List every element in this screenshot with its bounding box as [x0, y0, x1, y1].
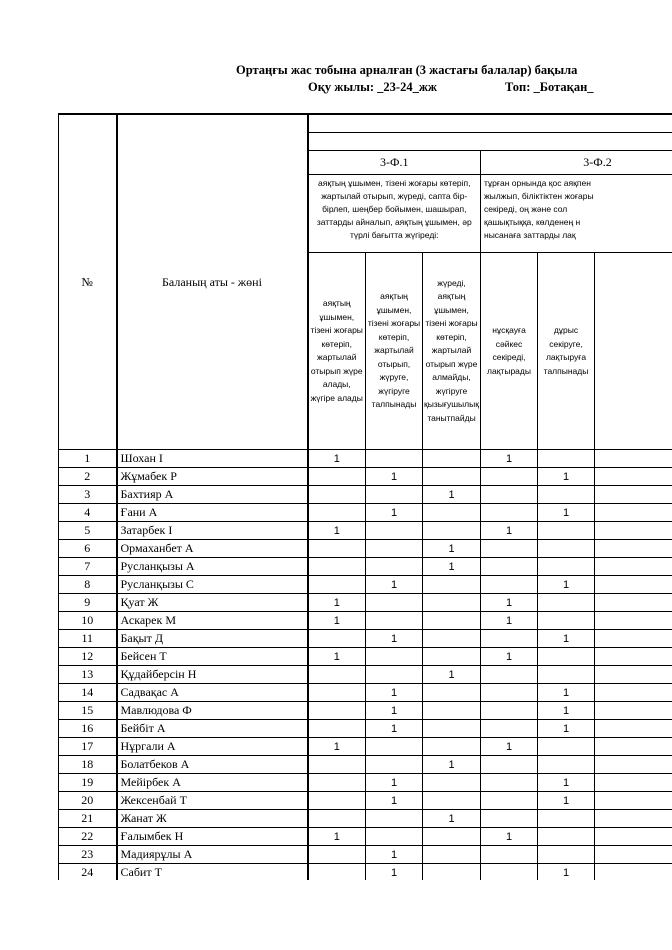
group-label: Топ: _Ботақан_ — [505, 80, 594, 94]
child-name: Ғалымбек Н — [117, 828, 308, 846]
table-row — [59, 576, 672, 594]
score-cell — [308, 684, 366, 702]
row-number: 13 — [59, 666, 117, 684]
row-number: 22 — [59, 828, 117, 846]
child-name: Бахтияр А — [117, 486, 308, 504]
score-cell: 1 — [366, 846, 423, 864]
score-cell — [423, 738, 481, 756]
score-cell — [308, 720, 366, 738]
child-name: Русланқызы С — [117, 576, 308, 594]
score-cell — [538, 540, 595, 558]
score-cell — [538, 522, 595, 540]
score-cell-empty — [595, 720, 672, 738]
group-description-2 — [481, 175, 672, 253]
row-number: 6 — [59, 540, 117, 558]
row-number: 17 — [59, 738, 117, 756]
score-cell — [423, 684, 481, 702]
score-cell: 1 — [481, 594, 538, 612]
score-cell-empty — [595, 666, 672, 684]
score-cell — [366, 810, 423, 828]
score-cell: 1 — [366, 774, 423, 792]
score-cell-empty — [595, 486, 672, 504]
score-cell — [366, 450, 423, 468]
header-blank-row-2 — [308, 133, 672, 151]
table-row — [59, 486, 672, 504]
score-cell — [538, 594, 595, 612]
score-cell — [308, 774, 366, 792]
score-cell — [308, 846, 366, 864]
score-cell-empty — [595, 774, 672, 792]
child-name: Бейсен Т — [117, 648, 308, 666]
score-cell-empty — [595, 468, 672, 486]
score-cell — [308, 504, 366, 522]
subcolumn-header: жүреді, аяқтың ұшымен, тізені жоғары көтеріп, жартылай отырып жүре алмайды, жүгіруге қызығушылық танытпайды — [423, 253, 481, 450]
score-cell — [538, 666, 595, 684]
score-cell — [308, 864, 366, 881]
score-cell: 1 — [366, 630, 423, 648]
score-cell — [481, 558, 538, 576]
score-cell — [481, 702, 538, 720]
table-row — [59, 684, 672, 702]
table-row — [59, 648, 672, 666]
score-cell — [538, 612, 595, 630]
subcolumn-header: аяқтың ұшымен, тізені жоғары көтеріп, жартылай отырып жүре алады, жүгіре алады — [308, 253, 366, 450]
score-cell — [481, 504, 538, 522]
child-name: Жұмабек Р — [117, 468, 308, 486]
table-row — [59, 846, 672, 864]
score-cell — [481, 720, 538, 738]
group-description-2-line: қашықтыққа, көлденең н — [484, 217, 581, 227]
score-cell — [423, 504, 481, 522]
table-row — [59, 738, 672, 756]
group-description-1: аяқтың ұшымен, тізені жоғары көтеріп, жартылай отырып, жүреді, сапта бір-бірлеп, шеңбер бойымен, шашырап, заттарды айналып, аяқтың ұшымен, әр түрлі бағытта жүгіреді: — [308, 175, 481, 253]
score-cell — [481, 810, 538, 828]
group-description-2-line: тұрған орнында қос аяқпен — [484, 178, 591, 188]
row-number: 1 — [59, 450, 117, 468]
score-cell: 1 — [481, 648, 538, 666]
score-cell — [308, 576, 366, 594]
row-number: 10 — [59, 612, 117, 630]
row-number: 21 — [59, 810, 117, 828]
score-cell: 1 — [308, 738, 366, 756]
score-cell-empty — [595, 612, 672, 630]
table-row — [59, 558, 672, 576]
child-name: Жанат Ж — [117, 810, 308, 828]
score-cell — [423, 864, 481, 881]
score-cell — [481, 684, 538, 702]
score-cell-empty — [595, 594, 672, 612]
score-cell-empty — [595, 558, 672, 576]
table-row — [59, 666, 672, 684]
score-cell-empty — [595, 792, 672, 810]
score-cell: 1 — [423, 540, 481, 558]
score-cell — [538, 846, 595, 864]
subcolumn-header: нұсқауға сәйкес секіреді, лақтырады — [481, 253, 538, 450]
score-cell: 1 — [308, 594, 366, 612]
header-blank-row — [308, 114, 672, 133]
score-cell: 1 — [423, 666, 481, 684]
score-cell — [423, 468, 481, 486]
score-cell-empty — [595, 702, 672, 720]
table-row — [59, 612, 672, 630]
score-cell — [423, 576, 481, 594]
score-cell — [423, 828, 481, 846]
score-cell-empty — [595, 810, 672, 828]
score-cell — [308, 756, 366, 774]
score-cell — [538, 756, 595, 774]
child-name: Болатбеков А — [117, 756, 308, 774]
score-cell — [481, 468, 538, 486]
child-name: Қуат Ж — [117, 594, 308, 612]
score-cell: 1 — [481, 738, 538, 756]
score-cell: 1 — [366, 720, 423, 738]
score-cell-empty — [595, 540, 672, 558]
score-cell — [308, 540, 366, 558]
score-cell — [538, 828, 595, 846]
score-cell: 1 — [481, 450, 538, 468]
child-name: Сабит Т — [117, 864, 308, 881]
table-row — [59, 720, 672, 738]
row-number: 3 — [59, 486, 117, 504]
col-header-name: Баланың аты - жөні — [117, 114, 308, 450]
table-row — [59, 810, 672, 828]
score-cell — [366, 522, 423, 540]
score-cell — [423, 774, 481, 792]
document-title: Ортаңғы жас тобына арналған (3 жастағы балалар) бақыла — [236, 63, 578, 77]
score-cell-empty — [595, 828, 672, 846]
score-cell — [538, 648, 595, 666]
row-number: 18 — [59, 756, 117, 774]
table-row — [59, 774, 672, 792]
col-header-number: № — [59, 114, 117, 450]
score-cell — [308, 666, 366, 684]
score-cell: 1 — [366, 684, 423, 702]
score-cell — [423, 648, 481, 666]
score-cell: 1 — [308, 612, 366, 630]
child-name: Құдайберсін Н — [117, 666, 308, 684]
row-number: 11 — [59, 630, 117, 648]
score-cell — [481, 576, 538, 594]
child-name: Мейірбек А — [117, 774, 308, 792]
score-cell — [366, 594, 423, 612]
child-name: Бақыт Д — [117, 630, 308, 648]
score-cell: 1 — [366, 702, 423, 720]
score-cell-empty — [595, 846, 672, 864]
score-cell: 1 — [538, 774, 595, 792]
child-name: Нұргали А — [117, 738, 308, 756]
score-cell — [308, 486, 366, 504]
score-cell — [481, 540, 538, 558]
score-cell — [308, 792, 366, 810]
score-cell — [308, 468, 366, 486]
score-cell: 1 — [423, 558, 481, 576]
subcolumn-header: аяқтың ұшымен, тізені жоғары көтеріп, жартылай отырып, жүруге, жүгіруге талпынады — [366, 253, 423, 450]
score-cell: 1 — [538, 792, 595, 810]
score-cell — [366, 738, 423, 756]
score-cell — [481, 756, 538, 774]
table-row — [59, 864, 672, 881]
score-cell-empty — [595, 648, 672, 666]
score-cell — [366, 648, 423, 666]
score-cell — [308, 558, 366, 576]
score-cell: 1 — [481, 828, 538, 846]
score-cell: 1 — [538, 468, 595, 486]
score-cell-empty — [595, 522, 672, 540]
score-cell — [538, 738, 595, 756]
group-code-2: 3-Ф.2 — [481, 151, 672, 175]
child-name: Ормаханбет А — [117, 540, 308, 558]
score-cell-empty — [595, 864, 672, 881]
score-cell — [481, 486, 538, 504]
score-cell — [366, 666, 423, 684]
score-cell — [423, 792, 481, 810]
table-row — [59, 504, 672, 522]
score-cell: 1 — [308, 648, 366, 666]
child-name: Шохан І — [117, 450, 308, 468]
table-row — [59, 828, 672, 846]
group-description-2-line: секіреді, оң және сол — [484, 204, 568, 214]
score-cell-empty — [595, 504, 672, 522]
child-name: Бейбіт А — [117, 720, 308, 738]
score-cell — [423, 720, 481, 738]
score-cell: 1 — [308, 828, 366, 846]
score-cell — [481, 846, 538, 864]
score-cell: 1 — [366, 468, 423, 486]
score-cell — [423, 594, 481, 612]
score-cell-empty — [595, 450, 672, 468]
row-number: 24 — [59, 864, 117, 881]
score-cell: 1 — [538, 702, 595, 720]
academic-year-label: Оқу жылы: _23-24_жж — [308, 80, 437, 94]
score-cell — [366, 486, 423, 504]
child-name: Жексенбай Т — [117, 792, 308, 810]
score-cell: 1 — [308, 522, 366, 540]
score-cell: 1 — [366, 792, 423, 810]
score-cell — [481, 630, 538, 648]
row-number: 7 — [59, 558, 117, 576]
score-cell: 1 — [538, 864, 595, 881]
score-cell — [538, 450, 595, 468]
score-cell: 1 — [538, 630, 595, 648]
score-cell — [538, 486, 595, 504]
score-cell — [308, 810, 366, 828]
table-row — [59, 594, 672, 612]
score-cell — [538, 558, 595, 576]
score-cell: 1 — [366, 864, 423, 881]
score-cell: 1 — [423, 810, 481, 828]
row-number: 12 — [59, 648, 117, 666]
score-cell: 1 — [423, 756, 481, 774]
score-cell — [423, 846, 481, 864]
assessment-sheet — [58, 113, 672, 880]
score-cell: 1 — [481, 522, 538, 540]
score-cell — [366, 828, 423, 846]
table-row — [59, 792, 672, 810]
subcolumn-header: дұрыс секіруге, лақтыруға талпынады — [538, 253, 595, 450]
row-number: 23 — [59, 846, 117, 864]
score-cell — [538, 810, 595, 828]
table-body — [59, 450, 672, 881]
score-cell: 1 — [481, 612, 538, 630]
table-row — [59, 756, 672, 774]
score-cell — [366, 756, 423, 774]
score-cell: 1 — [538, 684, 595, 702]
row-number: 9 — [59, 594, 117, 612]
table-row — [59, 630, 672, 648]
score-cell — [308, 630, 366, 648]
child-name: Мадиярұлы А — [117, 846, 308, 864]
score-cell — [481, 774, 538, 792]
score-cell — [366, 612, 423, 630]
score-cell: 1 — [538, 576, 595, 594]
score-cell — [481, 792, 538, 810]
score-cell — [481, 864, 538, 881]
child-name: Садвақас А — [117, 684, 308, 702]
row-number: 2 — [59, 468, 117, 486]
table-row — [59, 468, 672, 486]
score-cell — [366, 558, 423, 576]
score-cell-empty — [595, 756, 672, 774]
table-row — [59, 540, 672, 558]
score-cell: 1 — [423, 486, 481, 504]
score-cell — [423, 702, 481, 720]
group-description-2-line: жылжып, біліктіктен жоғары — [484, 191, 594, 201]
assessment-table — [58, 113, 672, 880]
score-cell-empty — [595, 684, 672, 702]
row-number: 8 — [59, 576, 117, 594]
score-cell: 1 — [366, 504, 423, 522]
group-code-1: 3-Ф.1 — [308, 151, 481, 175]
child-name: Затарбек І — [117, 522, 308, 540]
group-description-2-line: нысанаға заттарды лақ — [484, 230, 576, 240]
row-number: 19 — [59, 774, 117, 792]
child-name: Ғани А — [117, 504, 308, 522]
table-row — [59, 450, 672, 468]
score-cell: 1 — [538, 504, 595, 522]
row-number: 16 — [59, 720, 117, 738]
score-cell: 1 — [366, 576, 423, 594]
score-cell — [423, 522, 481, 540]
row-number: 20 — [59, 792, 117, 810]
row-number: 4 — [59, 504, 117, 522]
row-number: 5 — [59, 522, 117, 540]
score-cell — [366, 540, 423, 558]
score-cell — [481, 666, 538, 684]
child-name: Аскарек М — [117, 612, 308, 630]
score-cell: 1 — [538, 720, 595, 738]
score-cell-empty — [595, 630, 672, 648]
subcolumn-header-empty — [595, 253, 672, 450]
score-cell-empty — [595, 738, 672, 756]
row-number: 15 — [59, 702, 117, 720]
score-cell — [423, 630, 481, 648]
score-cell-empty — [595, 576, 672, 594]
score-cell — [423, 450, 481, 468]
table-row — [59, 702, 672, 720]
child-name: Русланқызы А — [117, 558, 308, 576]
score-cell — [308, 702, 366, 720]
score-cell: 1 — [308, 450, 366, 468]
child-name: Мавлюдова Ф — [117, 702, 308, 720]
score-cell — [423, 612, 481, 630]
table-row — [59, 522, 672, 540]
row-number: 14 — [59, 684, 117, 702]
